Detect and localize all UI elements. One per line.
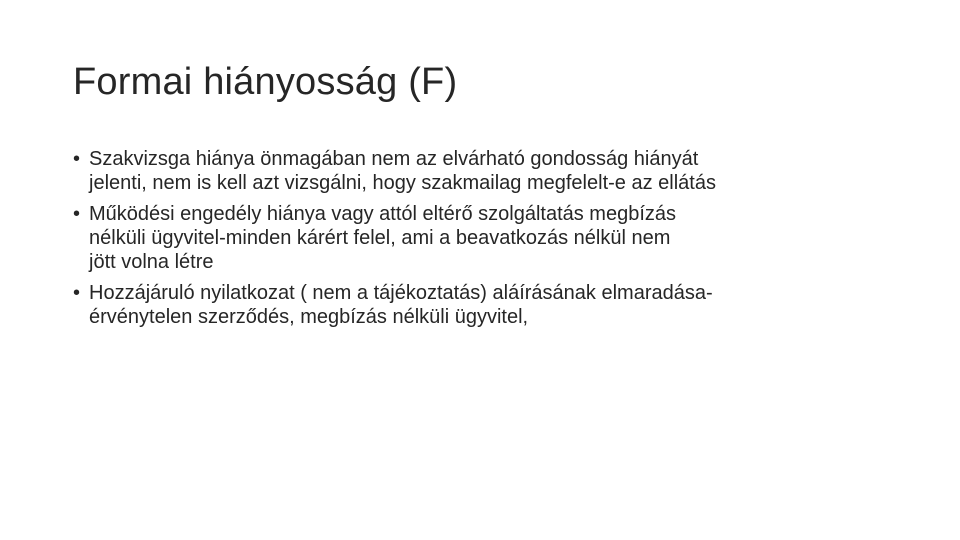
bullet-text-line: Szakvizsga hiánya önmagában nem az elvárható gondosság hiányát xyxy=(89,148,699,170)
bullet-marker: • xyxy=(73,148,81,170)
bullet-list xyxy=(73,147,903,336)
bullet-item xyxy=(73,147,903,195)
bullet-marker: • xyxy=(73,203,81,225)
slide-title: Formai hiányosság (F) xyxy=(73,61,458,103)
bullet-item xyxy=(73,281,903,329)
bullet-text-line: nélküli ügyvitel-minden kárért felel, ami a beavatkozás nélkül nem xyxy=(89,227,671,249)
bullet-text-line: jelenti, nem is kell azt vizsgálni, hogy szakmailag megfelelt-e az ellátás xyxy=(89,172,716,194)
bullet-text-line: jött volna létre xyxy=(89,251,214,273)
bullet-text-line: Hozzájáruló nyilatkozat ( nem a tájékoztatás) aláírásának elmaradása- xyxy=(89,282,713,304)
bullet-marker: • xyxy=(73,282,81,304)
bullet-text-line: érvénytelen szerződés, megbízás nélküli ügyvitel, xyxy=(89,306,529,328)
bullet-item xyxy=(73,202,903,274)
bullet-text-line: Működési engedély hiánya vagy attól eltérő szolgáltatás megbízás xyxy=(89,203,677,225)
